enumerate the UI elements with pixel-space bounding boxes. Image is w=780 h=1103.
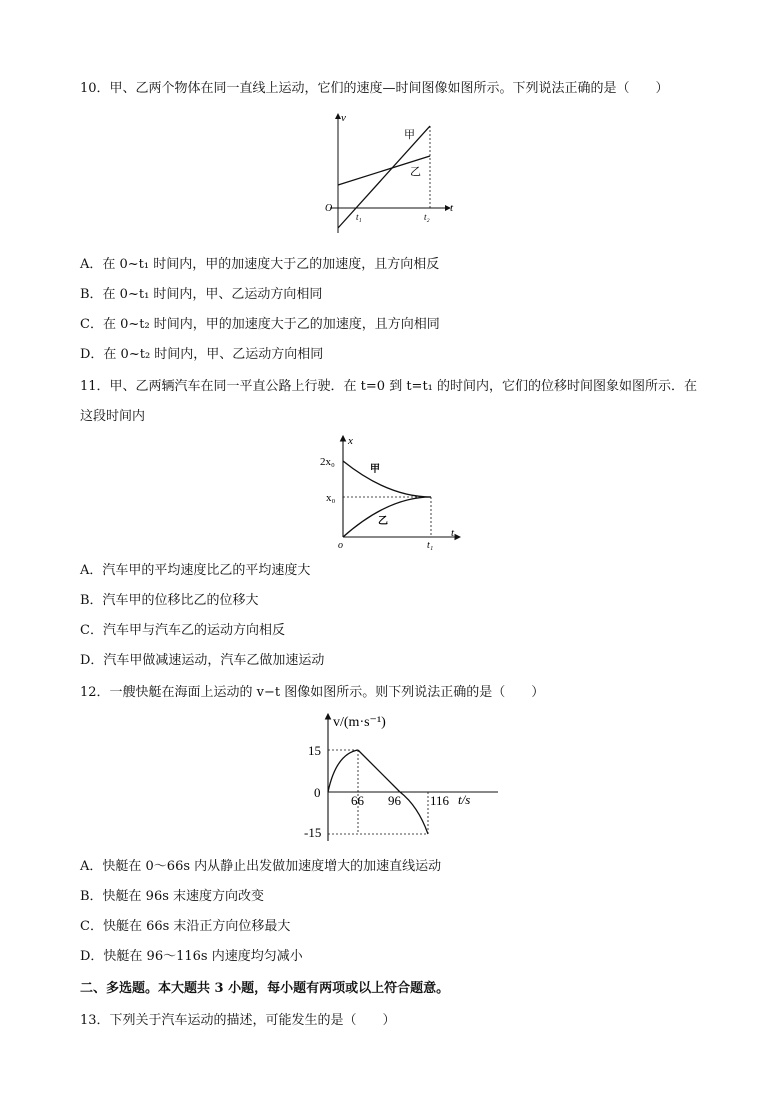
q11-figure (318, 432, 468, 554)
origin-label: O (325, 203, 333, 214)
x-tick-96: 96 (388, 793, 401, 808)
x-tick-66: 66 (351, 793, 364, 808)
q10-option-b: B．在 0~t₁ 时间内，甲、乙运动方向相同 (80, 287, 323, 302)
x-label: x (348, 435, 353, 447)
yi-label: 乙 (378, 516, 388, 527)
decel-line (358, 750, 400, 792)
v-label: v (341, 112, 346, 124)
origin-label: o (338, 540, 343, 550)
q11-stem-line2: 这段时间内 (80, 409, 146, 424)
accel-curve (328, 750, 358, 792)
t-label: t (450, 202, 454, 214)
q10-option-d: D．在 0~t₂ 时间内，甲、乙运动方向相同 (80, 347, 324, 362)
t1-label: t₁ (427, 540, 434, 550)
q12-option-a: A．快艇在 0～66s 内从静止出发做加速度增大的加速直线运动 (80, 859, 442, 874)
q13-stem: 13．下列关于汽车运动的描述，可能发生的是（ ） (80, 1013, 396, 1028)
q10-vt-graph (318, 108, 458, 238)
t1-label: t₁ (356, 212, 362, 222)
q11-option-b: B．汽车甲的位移比乙的位移大 (80, 593, 259, 608)
q11-option-c: C．汽车甲与汽车乙的运动方向相反 (80, 623, 285, 638)
jia-label: 甲 (404, 129, 415, 141)
q10-option-c: C．在 0~t₂ 时间内，甲的加速度大于乙的加速度，且方向相同 (80, 317, 440, 332)
y-tick-0: 0 (314, 785, 321, 800)
q11-option-d: D．汽车甲做减速运动，汽车乙做加速运动 (80, 653, 325, 668)
t-label: t (451, 527, 455, 539)
yi-label: 乙 (410, 166, 421, 178)
q11-option-a: A．汽车甲的平均速度比乙的平均速度大 (80, 563, 311, 578)
section-heading: 二、多选题。本大题共 3 小题，每小题有两项或以上符合题意。 (80, 981, 450, 996)
y-tick-15: 15 (308, 743, 321, 758)
q12-stem: 12．一艘快艇在海面上运动的 v−t 图像如图所示。则下列说法正确的是（ ） (80, 685, 545, 700)
q10-stem: 10．甲、乙两个物体在同一直线上运动，它们的速度—时间图像如图所示。下列说法正确的是（ ） (80, 81, 669, 96)
q12-figure (300, 706, 500, 850)
jia-label: 甲 (370, 464, 380, 475)
q10-option-a: A．在 0~t₁ 时间内，甲的加速度大于乙的加速度，且方向相反 (80, 257, 440, 272)
q12-option-d: D．快艇在 96～116s 内速度均匀减小 (80, 949, 303, 964)
q12-vt-graph (300, 706, 500, 846)
v-unit-label: v/(m·s⁻¹) (333, 715, 386, 730)
x-tick-116: 116 (430, 793, 450, 808)
reverse-curve (400, 792, 428, 834)
x0-label: x₀ (326, 492, 336, 504)
t-unit-label: t/s (458, 792, 471, 807)
q10-figure (318, 108, 458, 242)
q11-xt-graph (318, 432, 468, 550)
q12-option-c: C．快艇在 66s 末沿正方向位移最大 (80, 919, 291, 934)
y-tick-neg15: -15 (304, 825, 322, 840)
q12-option-b: B．快艇在 96s 末速度方向改变 (80, 889, 265, 904)
t2-label: t₂ (424, 212, 430, 222)
jia-curve (343, 461, 431, 497)
two-x0-label: 2x₀ (320, 456, 335, 468)
q11-stem-line1: 11．甲、乙两辆汽车在同一平直公路上行驶．在 t=0 到 t=t₁ 的时间内，它们的位移时间图象如图所示．在 (80, 379, 698, 394)
